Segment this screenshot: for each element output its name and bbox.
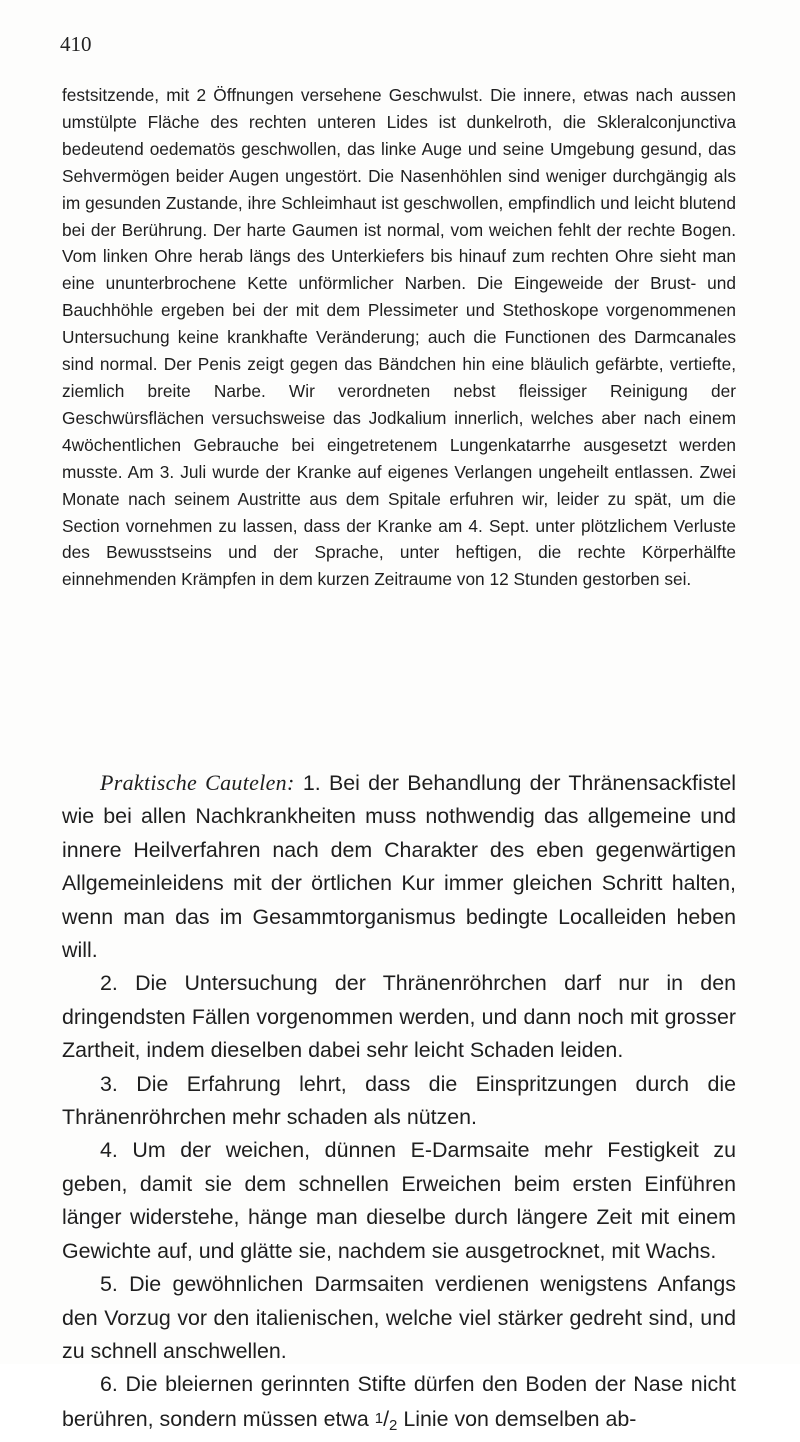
rule-text-continued: Linie von demselben ab-	[403, 1406, 637, 1431]
rule-text: Die Untersuchung der Thränenröhrchen darf nur in den dringendsten Fällen vorgenommen werden, und dann noch mit grosser Zartheit, indem dieselben dabei sehr leicht Schaden leiden.	[62, 971, 736, 1063]
case-paragraph: festsitzende, mit 2 Öffnungen versehene Geschwulst. Die innere, etwas nach aussen umstülpte Fläche des rechten unteren Lides ist dunkelroth, die Skleralconjunctiva bedeutend oedematös geschwollen, das linke Auge und seine Umgebung gesund, das Sehvermögen beider Augen ungestört. Die Nasenhöhlen sind weniger durchgängig als im gesunden Zustande, ihre Schleimhaut ist geschwollen, empfindlich und leicht blutend bei der Berührung. Der harte Gaumen ist normal, vom weichen fehlt der rechte Bogen. Vom linken Ohre herab längs des Unterkiefers bis hinauf zum rechten Ohre sieht man eine ununterbrochene Kette unförmlicher Narben. Die Eingeweide der Brust- und Bauchhöhle ergeben bei der mit dem Plessimeter und Stethoskope vorgenommenen Untersuchung keine krankhafte Veränderung; auch die Functionen des Darmcanales sind normal. Der Penis zeigt gegen das Bändchen hin eine bläulich gefärbte, vertiefte, ziemlich breite Narbe. Wir verordneten nebst fleissiger Reinigung der Geschwürsflächen versuchsweise das Jodkalium innerlich, welches aber nach einem 4wöchentlichen Gebrauche bei eingetretenem Lungenkatarrhe ausgesetzt werden musste. Am 3. Juli wurde der Kranke auf eigenes Verlangen ungeheilt entlassen. Zwei Monate nach seinem Austritte aus dem Spitale erfuhren wir, leider zu spät, um die Section vornehmen zu lassen, dass der Kranke am 4. Sept. unter plötzlichem Verluste des Bewusstseins und der Sprache, unter heftigen, die rechte Körperhälfte einnehmenden Krämpfen in dem kurzen Zeitraume von 12 Stunden gestorben sei.	[62, 85, 736, 590]
fraction-numerator: 1	[374, 1409, 384, 1427]
section-heading: Praktische Cautelen:	[100, 770, 295, 795]
rule-2	[62, 967, 736, 1067]
rule-text: Die bleiernen gerinnten Stifte dürfen den Boden der Nase nicht berühren, sondern müssen etwa	[62, 1372, 736, 1431]
rule-number: 2.	[100, 971, 118, 996]
rule-1	[62, 766, 736, 967]
rule-number: 3.	[100, 1071, 118, 1096]
rule-number: 1.	[302, 771, 321, 795]
fraction-denominator: 2	[389, 1416, 398, 1434]
rule-5	[62, 1268, 736, 1368]
rule-text: Die Erfahrung lehrt, dass die Einspritzungen durch die Thränenröhrchen mehr schaden als nützen.	[62, 1071, 736, 1130]
practical-cautions-section	[62, 766, 736, 1442]
rule-4	[62, 1134, 736, 1268]
page-number: 410	[60, 32, 92, 56]
case-report-text	[62, 82, 736, 593]
rule-number: 4.	[100, 1138, 118, 1163]
rule-number: 5.	[100, 1272, 118, 1297]
rule-text: Um der weichen, dünnen E-Darmsaite mehr Festigkeit zu geben, damit sie dem schnellen Erweichen beim ersten Einführen länger widerstehe, hänge man dieselbe durch längere Zeit mit einem Gewichte auf, und glätte sie, nachdem sie ausgetrocknet, mit Wachs.	[62, 1138, 736, 1263]
rule-text: Bei der Behandlung der Thränensackfistel wie bei allen Nachkrankheiten muss nothwendig das allgemeine und innere Heilverfahren nach dem Charakter des eben gegenwärtigen Allgemeinleidens mit der örtlichen Kur immer gleichen Schritt halten, wenn man das im Gesammtorganismus bedingte Localleiden heben will.	[62, 771, 737, 963]
rule-6: 6. Die bleiernen gerinnten Stifte dürfen den Boden der Nase nicht berühren, sondern müssen etwa 1/2 Linie von demselben ab-	[62, 1372, 736, 1434]
rule-3	[62, 1068, 736, 1135]
rule-text: Die gewöhnlichen Darmsaiten verdienen wenigstens Anfangs den Vorzug vor den italienischen, welche viel stärker gedreht sind, und zu schnell anschwellen.	[62, 1272, 736, 1363]
rule-number: 6.	[100, 1372, 118, 1397]
